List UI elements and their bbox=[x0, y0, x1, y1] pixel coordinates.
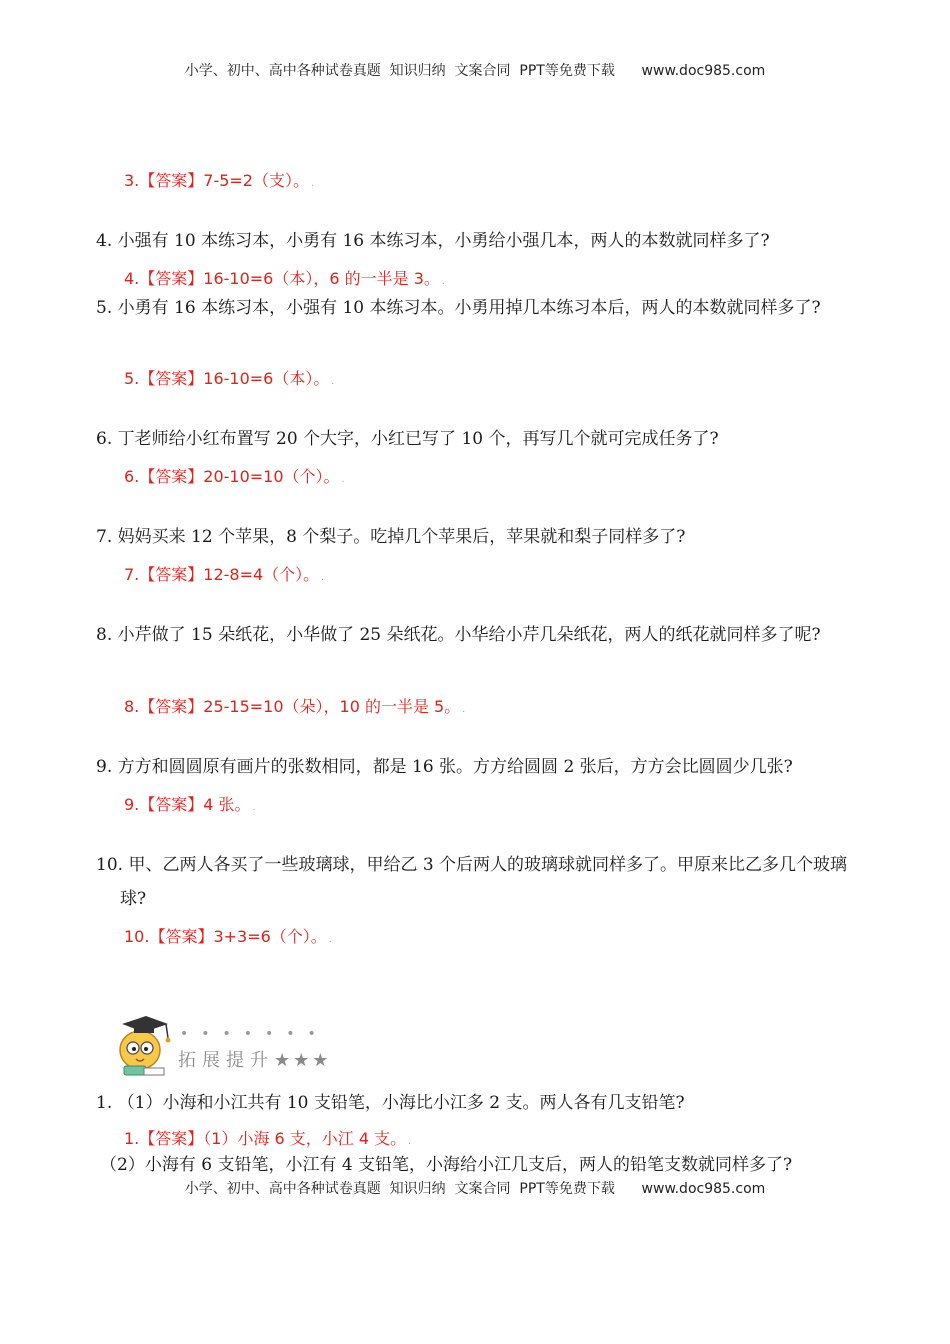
mascot-scholar-icon bbox=[112, 1010, 176, 1080]
question-9: 9. 方方和圆圆原有画片的张数相同，都是 16 张。方方给圆圆 2 张后，方方会比圆圆少几张? bbox=[96, 757, 793, 777]
question-5: 5. 小勇有 16 本练习本，小强有 10 本练习本。小勇用掉几本练习本后，两人的本数就同样多了? bbox=[96, 298, 821, 318]
answer-8: 8.【答案】25-15=10（朵），10 的一半是 5。 . bbox=[124, 697, 466, 716]
extension-question-1: 1. （1）小海和小江共有 10 支铅笔，小海比小江多 2 支。两人各有几支铅笔? bbox=[96, 1093, 685, 1113]
question-7: 7. 妈妈买来 12 个苹果，8 个梨子。吃掉几个苹果后，苹果就和梨子同样多了? bbox=[96, 527, 686, 547]
question-8: 8. 小芹做了 15 朵纸花，小华做了 25 朵纸花。小华给小芹几朵纸花，两人的纸花就同样多了呢? bbox=[96, 625, 821, 645]
extension-answer-1: 1.【答案】（1）小海 6 支，小江 4 支。 . bbox=[124, 1129, 412, 1148]
question-6: 6. 丁老师给小红布置写 20 个大字，小红已写了 10 个，再写几个就可完成任务了? bbox=[96, 429, 719, 449]
question-4: 4. 小强有 10 本练习本，小勇有 16 本练习本，小勇给小强几本，两人的本数就同样多了? bbox=[96, 231, 770, 251]
answer-10: 10.【答案】3+3=6（个）。 . bbox=[124, 927, 332, 946]
section-dots: ••••••• bbox=[180, 1026, 329, 1042]
answer-7: 7.【答案】12-8=4（个）。 . bbox=[124, 565, 325, 584]
page-footer: 小学、初中、高中各种试卷真题 知识归纳 文案合同 PPT等免费下载 www.doc985.com bbox=[184, 1181, 766, 1197]
answer-4: 4.【答案】16-10=6（本），6 的一半是 3。 . bbox=[124, 269, 445, 288]
answer-9: 9.【答案】4 张。 . bbox=[124, 795, 256, 814]
answer-3: 3.【答案】7-5=2（支）。 . bbox=[124, 171, 314, 190]
rating-stars: ★★★ bbox=[274, 1050, 332, 1071]
answer-5: 5.【答案】16-10=6（本）。 . bbox=[124, 369, 335, 388]
page-header: 小学、初中、高中各种试卷真题 知识归纳 文案合同 PPT等免费下载 www.doc985.com bbox=[184, 63, 766, 79]
answer-6: 6.【答案】20-10=10（个）。 . bbox=[124, 467, 345, 486]
extension-question-1-part-2: （2）小海有 6 支铅笔，小江有 4 支铅笔，小海给小江几支后，两人的铅笔支数就同样多了? bbox=[100, 1155, 793, 1175]
extension-section-title: 拓展提升★★★ bbox=[178, 1050, 332, 1071]
question-10: 10. 甲、乙两人各买了一些玻璃球，甲给乙 3 个后两人的玻璃球就同样多了。甲原来比乙多几个玻璃球? bbox=[96, 855, 848, 909]
